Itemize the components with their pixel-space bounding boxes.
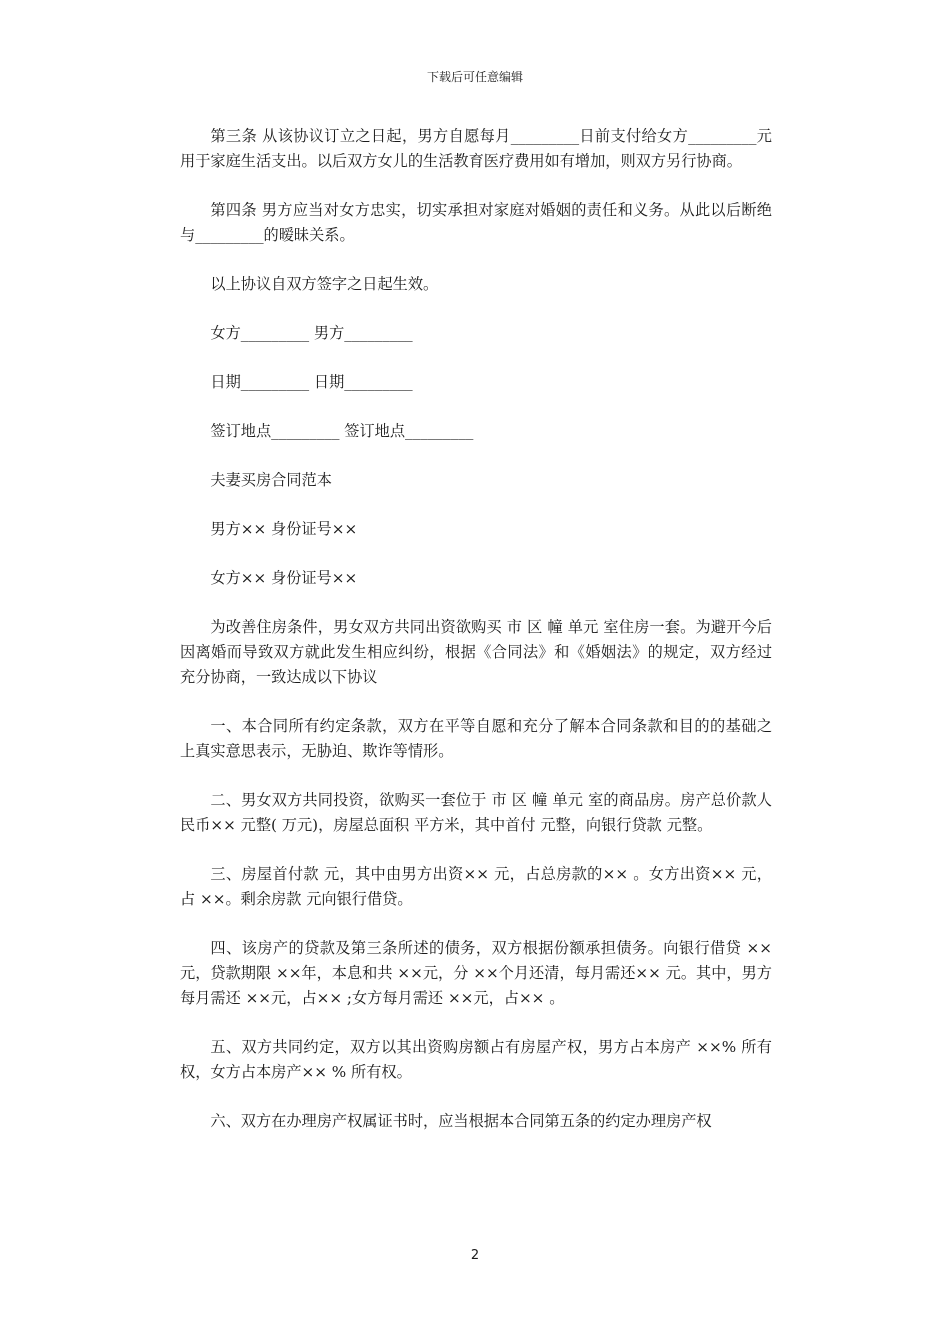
article-5: 五、双方共同约定，双方以其出资购房额占有房屋产权，男方占本房产 ××% 所有权，女方占本房产×× % 所有权。 — [180, 1038, 772, 1081]
page-number: 2 — [470, 1248, 480, 1263]
date-line: 日期_________ 日期_________ — [210, 373, 413, 391]
clause-4: 第四条 男方应当对女方忠实，切实承担对家庭对婚姻的责任和义务。从此以后断绝与_________的暧昧关系。 — [180, 201, 772, 244]
article-6: 六、双方在办理房产权属证书时，应当根据本合同第五条的约定办理房产权 — [210, 1112, 712, 1130]
signature-line: 女方_________ 男方_________ — [210, 324, 413, 342]
section-title: 夫妻买房合同范本 — [210, 471, 332, 489]
preamble: 为改善住房条件，男女双方共同出资欲购买 市 区 幢 单元 室住房一套。为避开今后因离婚而导致双方就此发生相应纠纷，根据《合同法》和《婚姻法》的规定，双方经过充分协商，一致达成以下协议 — [180, 618, 772, 686]
article-4: 四、该房产的贷款及第三条所述的债务，双方根据份额承担债务。向银行借贷 ××元，贷款期限 ××年，本息和共 ××元，分 ××个月还清，每月需还×× 元。其中，男方每月需还 ××元，占×× ;女方每月需还 ××元，占×× 。 — [180, 939, 772, 1007]
article-3: 三、房屋首付款 元，其中由男方出资×× 元，占总房款的×× 。女方出资×× 元，占 ××。剩余房款 元向银行借贷。 — [180, 865, 772, 908]
clause-3: 第三条 从该协议订立之日起，男方自愿每月_________日前支付给女方_________元用于家庭生活支出。以后双方女儿的生活教育医疗费用如有增加，则双方另行协商。 — [180, 127, 772, 170]
female-party-line: 女方×× 身份证号×× — [210, 569, 358, 587]
page-header: 下载后可任意编辑 — [426, 70, 523, 84]
male-party-line: 男方×× 身份证号×× — [210, 520, 358, 538]
article-2: 二、男女双方共同投资，欲购买一套位于 市 区 幢 单元 室的商品房。房产总价款人民币×× 元整( 万元)，房屋总面积 平方米，其中首付 元整，向银行贷款 元整。 — [180, 791, 772, 834]
document-body — [180, 124, 772, 1158]
signing-place-line: 签订地点_________ 签订地点_________ — [210, 422, 474, 440]
article-1: 一、本合同所有约定条款，双方在平等自愿和充分了解本合同条款和目的的基础之上真实意思表示，无胁迫、欺诈等情形。 — [180, 717, 772, 760]
effective-statement: 以上协议自双方签字之日起生效。 — [210, 275, 439, 293]
